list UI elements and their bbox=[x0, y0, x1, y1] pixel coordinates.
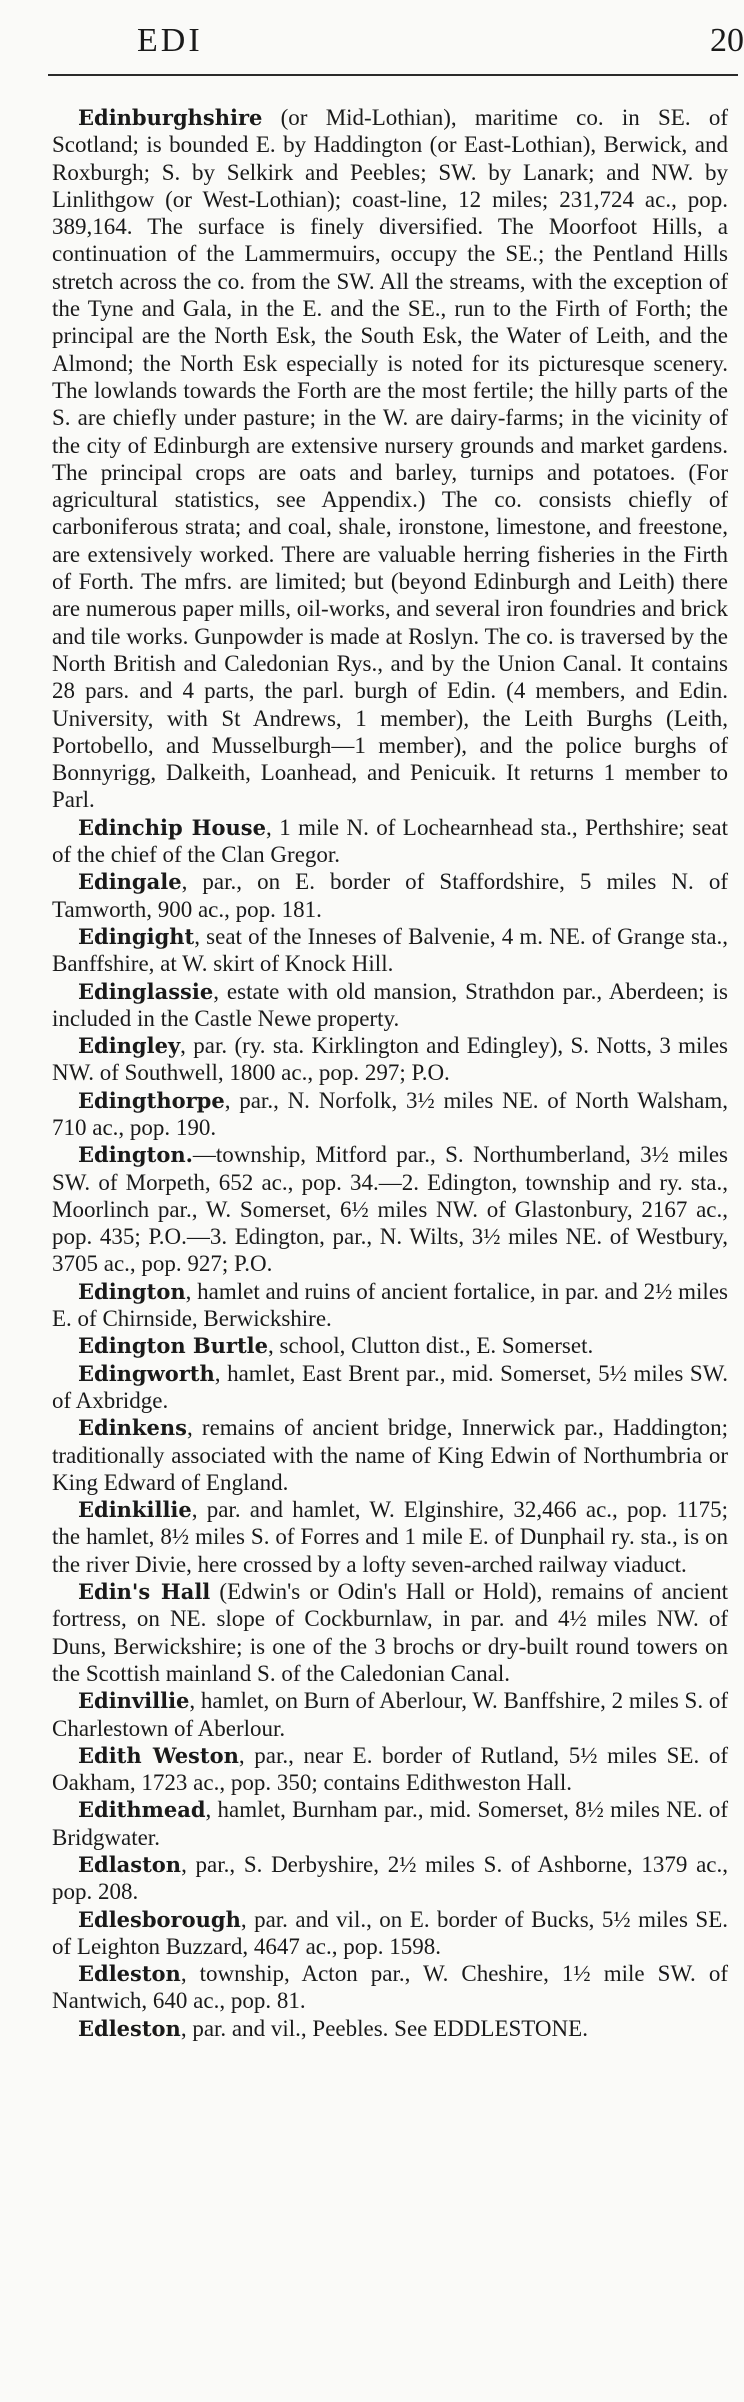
entry-text: , hamlet, East Brent par., mid. Somerset, 5½ miles SW. of Axbridge. bbox=[52, 1360, 728, 1413]
running-head-title: EDI bbox=[137, 22, 203, 59]
entry bbox=[52, 1032, 728, 1087]
entry bbox=[52, 2015, 728, 2042]
entry-headword: Edington Burtle bbox=[78, 1333, 269, 1359]
entry-text: (Edwin's or Odin's Hall or Hold), remains of ancient fortress, on NE. slope of Cockburnlaw, in par. and 4½ miles NW. of Duns, Berwickshire; is one of the 3 brochs or dry-built round towers on the Scottish mainland S. of the Caledonian Canal. bbox=[52, 1579, 728, 1686]
entry-headword: Edingworth bbox=[78, 1360, 215, 1386]
entry-text: , par. and vil., on E. border of Bucks, 5½ miles SE. of Leighton Buzzard, 4647 ac., pop. 1598. bbox=[52, 1906, 728, 1959]
entry bbox=[52, 1960, 728, 2015]
entry-text: , par., on E. border of Staffordshire, 5 miles N. of Tamworth, 900 ac., pop. 181. bbox=[52, 869, 728, 922]
entry bbox=[52, 1414, 728, 1496]
entry-headword: Edleston bbox=[78, 1961, 181, 1987]
entry-text: —township, Mitford par., S. Northumberland, 3½ miles SW. of Morpeth, 652 ac., pop. 34.—2. Edington, township and ry. sta., Moorlinch par., W. Somerset, 6½ miles NW. of Glastonbury, 2167 ac., pop. 435; P.O.—3. Edington, par., N. Wilts, 3½ miles NE. of Westbury, 3705 ac., pop. 927; P.O. bbox=[52, 1142, 728, 1277]
entry-text: , township, Acton par., W. Cheshire, 1½ mile SW. of Nantwich, 640 ac., pop. 81. bbox=[52, 1961, 728, 2014]
entry bbox=[52, 1332, 728, 1359]
entry-text: , par., N. Norfolk, 3½ miles NE. of North Walsham, 710 ac., pop. 190. bbox=[52, 1087, 728, 1140]
entry bbox=[52, 978, 728, 1033]
entry bbox=[52, 104, 728, 814]
entry bbox=[52, 814, 728, 869]
entry bbox=[52, 1087, 728, 1142]
page-number: 20 bbox=[710, 22, 744, 59]
entry-text: , remains of ancient bridge, Innerwick par., Haddington; traditionally associated with the name of King Edwin of Northumbria or King Edward of England. bbox=[52, 1415, 728, 1495]
entry-headword: Edinkens bbox=[78, 1415, 187, 1441]
entry-headword: Edington. bbox=[78, 1142, 193, 1168]
entry bbox=[52, 923, 728, 978]
entry-text: , par. (ry. sta. Kirklington and Edingley), S. Notts, 3 miles NW. of Southwell, 1800 ac., pop. 297; P.O. bbox=[52, 1033, 728, 1086]
entry-text: , par., near E. border of Rutland, 5½ miles SE. of Oakham, 1723 ac., pop. 350; contains Edithweston Hall. bbox=[52, 1742, 728, 1796]
entry-text: , seat of the Inneses of Balvenie, 4 m. NE. of Grange sta., Banffshire, at W. skirt of Knock Hill. bbox=[52, 923, 728, 977]
entry-headword: Edithmead bbox=[78, 1797, 206, 1823]
entry-headword: Edlesborough bbox=[78, 1906, 241, 1932]
entry-headword: Edinglassie bbox=[78, 978, 214, 1004]
entry-text: , par., S. Derbyshire, 2½ miles S. of Ashborne, 1379 ac., pop. 208. bbox=[52, 1852, 728, 1905]
running-head bbox=[0, 0, 744, 76]
entry-text: , par. and hamlet, W. Elginshire, 32,466 ac., pop. 1175; the hamlet, 8½ miles S. of Forres and 1 mile E. of Dunphail ry. sta., is on the river Divie, here crossed by a lofty seven-arched railway viaduct. bbox=[52, 1497, 728, 1577]
entry bbox=[52, 1742, 728, 1797]
entry-headword: Edingley bbox=[78, 1033, 181, 1059]
entry bbox=[52, 1278, 728, 1333]
entry-headword: Edinchip House bbox=[78, 814, 266, 840]
entry-headword: Edleston bbox=[78, 2015, 181, 2041]
entry bbox=[52, 1687, 728, 1742]
entry-headword: Edinburghshire bbox=[78, 105, 263, 130]
entry-column bbox=[52, 104, 728, 2042]
entry bbox=[52, 1360, 728, 1415]
entry-headword: Edin's Hall bbox=[78, 1579, 211, 1605]
entry-headword: Edingale bbox=[78, 869, 182, 895]
entry-text: (or Mid-Lothian), maritime co. in SE. of Scotland; is bounded E. by Haddington (or East-Lothian), Berwick, and Roxburgh; S. by Selkirk and Peebles; SW. by Lanark; and NW. by Linlithgow (or West-Lothian); coast-line, 12 miles; 231,724 ac., pop. 389,164. The surface is finely diversified. The Moorfoot Hills, a continuation of the Lammermuirs, occupy the SE.; the Pentland Hills stretch across the co. from the SW. All the streams, with the exception of the Tyne and Gala, in the E. and the SE., run to the Firth of Forth; the principal are the North Esk, the South Esk, the Water of Leith, and the Almond; the North Esk especially is noted for its picturesque scenery. The lowlands towards the Forth are the most fertile; the hilly parts of the S. are chiefly under pasture; in the W. are dairy-farms; in the vicinity of the city of Edinburgh are extensive nursery grounds and market gardens. The principal crops are oats and barley, turnips and potatoes. (For agricultural statistics, see Appendix.) The co. consists chiefly of carboniferous strata; and coal, shale, ironstone, limestone, and freestone, are extensively worked. There are valuable herring fisheries in the Firth of Forth. The mfrs. are limited; but (beyond Edinburgh and Leith) there are numerous paper mills, oil-works, and several iron foundries and brick and tile works. Gunpowder is made at Roslyn. The co. is traversed by the North British and Caledonian Rys., and by the Union Canal. It contains 28 pars. and 4 parts, the parl. burgh of Edin. (4 members, and Edin. University, with St Andrews, 1 member), the Leith Burghs (Leith, Portobello, and Musselburgh—1 member), and the police burghs of Bonnyrigg, Dalkeith, Loanhead, and Penicuik. It returns 1 member to Parl. bbox=[52, 105, 728, 813]
entry-headword: Edlaston bbox=[78, 1852, 182, 1877]
entry bbox=[52, 1496, 728, 1578]
entry-text: , 1 mile N. of Lochearnhead sta., Perthshire; seat of the chief of the Clan Gregor. bbox=[52, 814, 729, 868]
entry-headword: Edinkillie bbox=[78, 1497, 192, 1523]
entry bbox=[52, 1141, 728, 1277]
entry-headword: Edingight bbox=[78, 923, 195, 949]
entry bbox=[52, 1906, 728, 1961]
entry-headword: Edith Weston bbox=[78, 1742, 239, 1768]
entry-text: , hamlet, Burnham par., mid. Somerset, 8½ miles NE. of Bridgwater. bbox=[52, 1797, 728, 1850]
entry bbox=[52, 1578, 728, 1687]
entry-text: , hamlet, on Burn of Aberlour, W. Banffshire, 2 miles S. of Charlestown of Aberlour. bbox=[52, 1688, 728, 1741]
entry bbox=[52, 1796, 728, 1851]
entry-headword: Edingthorpe bbox=[78, 1087, 225, 1113]
entry bbox=[52, 868, 728, 923]
entry-text: , estate with old mansion, Strathdon par., Aberdeen; is included in the Castle Newe property. bbox=[52, 978, 728, 1031]
entry-text: , school, Clutton dist., E. Somerset. bbox=[268, 1333, 594, 1359]
entry-text: , hamlet and ruins of ancient fortalice, in par. and 2½ miles E. of Chirnside, Berwickshire. bbox=[52, 1278, 728, 1332]
entry-headword: Edington bbox=[78, 1278, 186, 1304]
entry-headword: Edinvillie bbox=[78, 1688, 190, 1714]
entry bbox=[52, 1851, 728, 1906]
entry-text: , par. and vil., Peebles. See EDDLESTONE. bbox=[180, 2015, 588, 2041]
header-rule bbox=[48, 74, 738, 76]
